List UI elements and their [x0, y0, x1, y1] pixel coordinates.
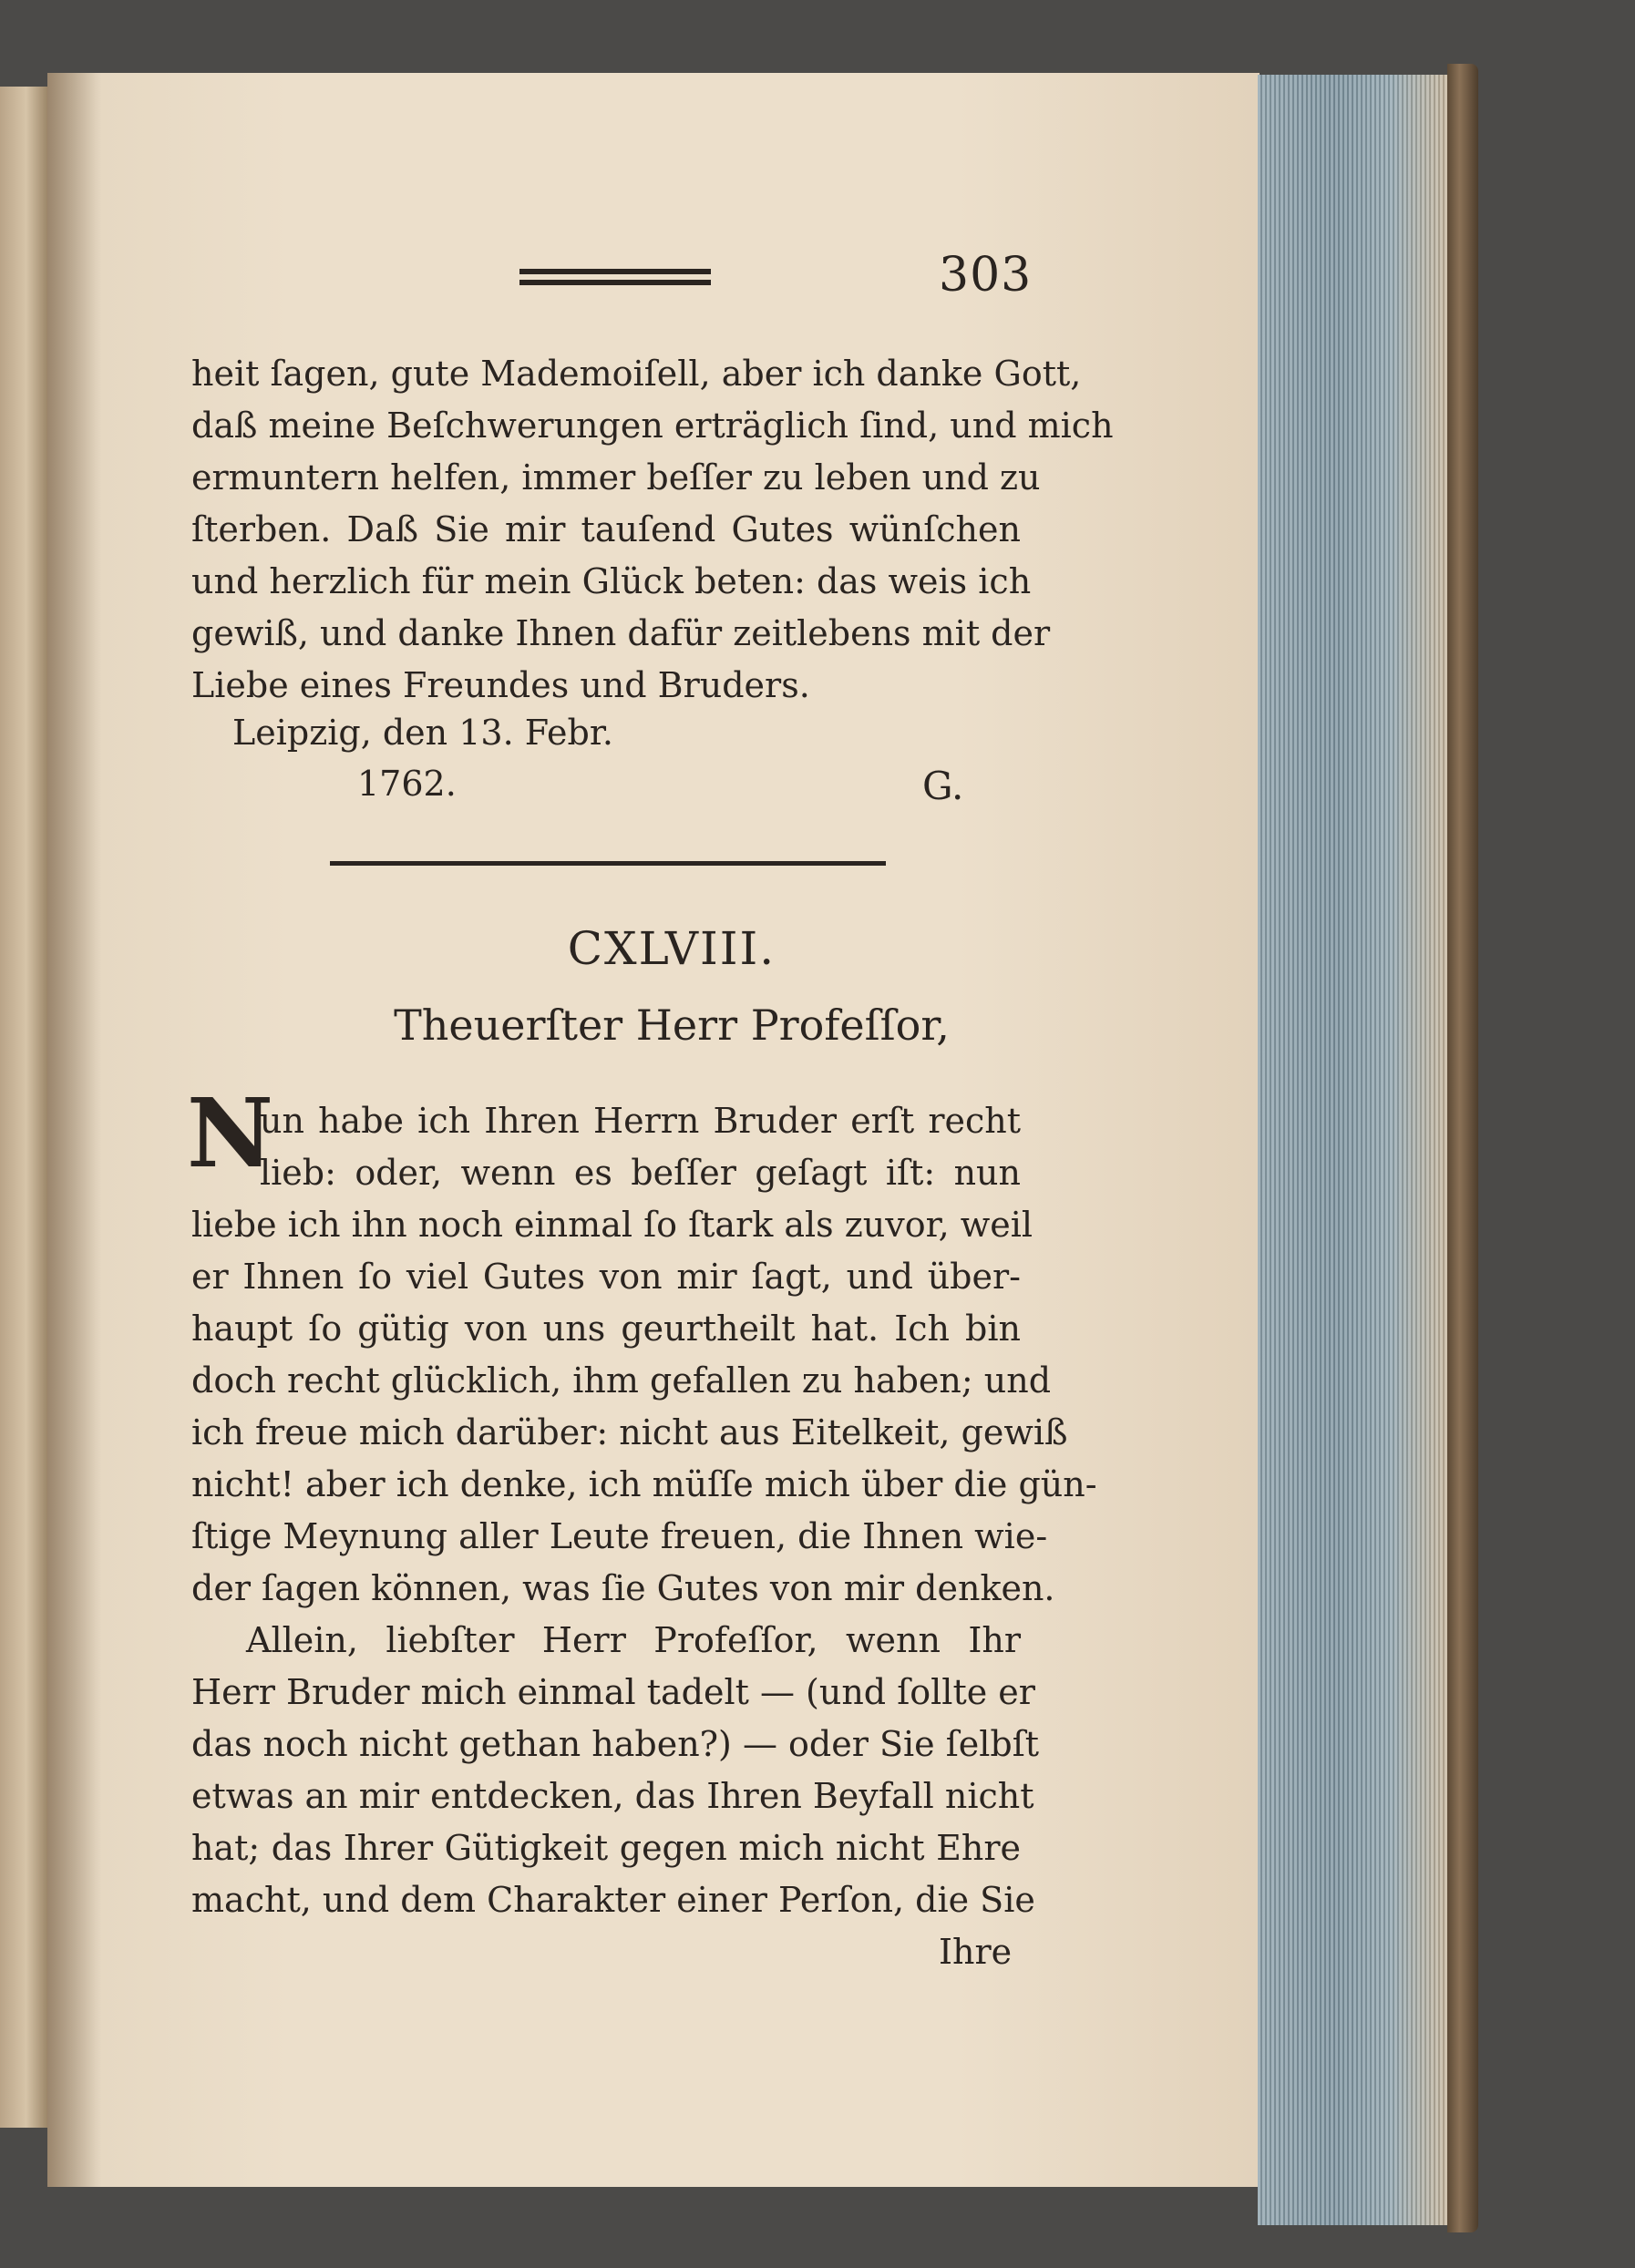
letter-place-date: Leipzig, den 13. Febr. [232, 713, 613, 753]
previous-page-edge [0, 87, 49, 2128]
text-line: un habe ich Ihren Herrn Bruder erſt recht [260, 1101, 1021, 1141]
text-line: ſterben. Daß Sie mir tauſend Gutes wünſchen [191, 509, 1021, 549]
gutter-shadow [47, 73, 102, 2187]
text-line: liebe ich ihn noch einmal ſo ſtark als zuvor, weil [191, 1205, 1033, 1245]
text-line: daß meine Beſchwerungen erträglich ſind, und mich [191, 405, 1114, 446]
catchword: Ihre [939, 1932, 1013, 1972]
text-line: heit ſagen, gute Mademoiſell, aber ich danke Gott, [191, 354, 1082, 394]
text-line: haupt ſo gütig von uns geurtheilt hat. Ich bin [191, 1308, 1021, 1349]
drop-cap: N [187, 1077, 274, 1189]
letter-signature: G. [922, 764, 964, 808]
text-line: ich freue mich darüber: nicht aus Eitelkeit, gewiß [191, 1412, 1068, 1452]
text-line: nicht! aber ich denke, ich müſſe mich über die gün- [191, 1464, 1097, 1504]
letter-salutation: Theuerſter Herr Profeſſor, [394, 1001, 950, 1050]
text-line: und herzlich für mein Glück beten: das weis ich [191, 561, 1032, 601]
text-line: macht, und dem Charakter einer Perſon, die Sie [191, 1880, 1035, 1920]
page-stack-fore-edge [1258, 75, 1449, 2225]
letter-number: CXLVIII. [567, 922, 776, 975]
text-line: der ſagen können, was ſie Gutes von mir denken. [191, 1568, 1055, 1608]
letter-year: 1762. [357, 764, 457, 804]
text-line: er Ihnen ſo viel Gutes von mir ſagt, und über- [191, 1257, 1021, 1297]
text-line: Liebe eines Freundes und Bruders. [191, 665, 810, 705]
text-line: lieb: oder, wenn es beſſer geſagt iſt: nun [260, 1153, 1021, 1193]
text-line: das noch nicht gethan haben?) — oder Sie ſelbſt [191, 1724, 1040, 1764]
text-line: etwas an mir entdecken, das Ihren Beyfall nicht [191, 1776, 1034, 1816]
text-line: ermuntern helfen, immer beſſer zu leben und zu [191, 457, 1041, 498]
header-ornament-rule [519, 269, 711, 285]
page-number: 303 [939, 248, 1033, 303]
section-divider [330, 861, 886, 866]
text-line: hat; das Ihrer Gütigkeit gegen mich nicht Ehre [191, 1828, 1021, 1868]
text-line: Herr Bruder mich einmal tadelt — (und ſollte er [191, 1672, 1035, 1712]
text-line: doch recht glücklich, ihm gefallen zu haben; und [191, 1360, 1052, 1401]
text-line: ſtige Meynung aller Leute freuen, die Ihnen wie- [191, 1516, 1048, 1556]
text-line: gewiß, und danke Ihnen dafür zeitlebens mit der [191, 613, 1051, 653]
text-line: Allein, liebſter Herr Profeſſor, wenn Ihr [246, 1620, 1021, 1660]
book-cover-edge [1447, 64, 1478, 2232]
